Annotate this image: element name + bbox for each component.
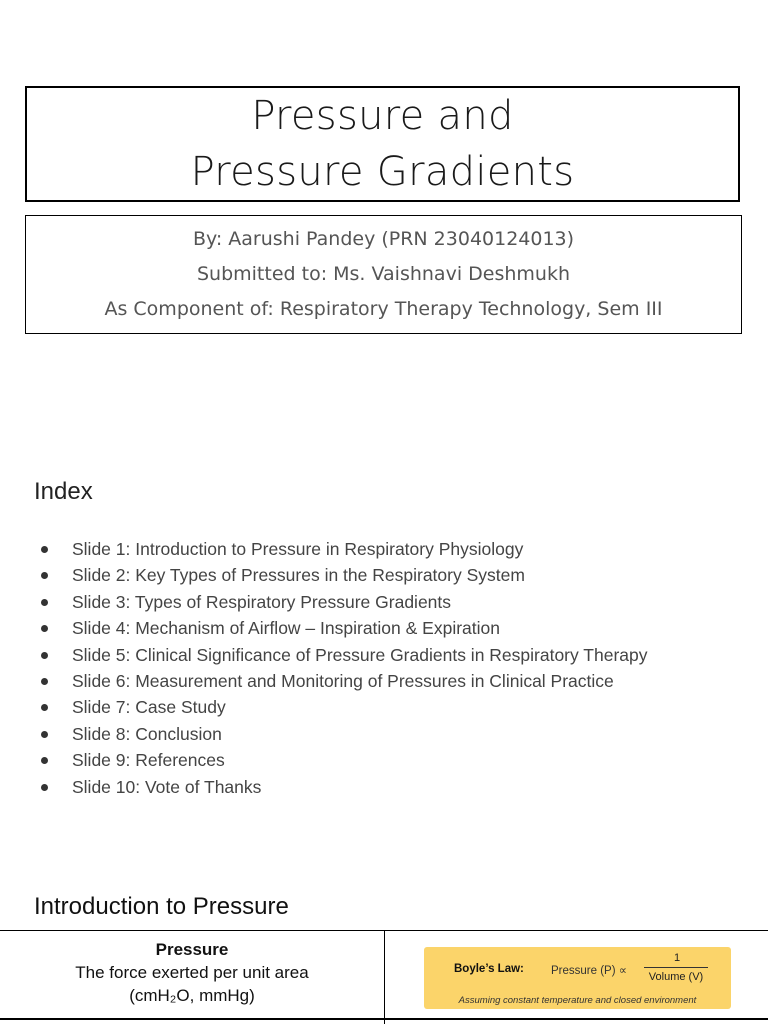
pressure-title: Pressure xyxy=(155,940,229,959)
list-item-text: Slide 5: Clinical Significance of Pressure Gradients in Respiratory Therapy xyxy=(72,644,648,665)
fraction-numerator: 1 xyxy=(673,952,681,964)
bullet-icon xyxy=(41,572,48,579)
pressure-cell xyxy=(0,931,385,1024)
list-item-text: Slide 8: Conclusion xyxy=(72,723,222,744)
boyle-law-box xyxy=(424,947,731,1009)
index-list xyxy=(36,536,648,800)
boyle-cell xyxy=(385,931,768,1024)
list-item-text: Slide 6: Measurement and Monitoring of Pressures in Clinical Practice xyxy=(72,671,614,692)
list-item xyxy=(36,774,648,800)
author-line: By: Aarushi Pandey (PRN 23040124013) xyxy=(192,228,575,250)
list-item xyxy=(36,642,648,668)
list-item-text: Slide 3: Types of Respiratory Pressure Gradients xyxy=(72,591,452,612)
list-item-text: Slide 9: References xyxy=(72,750,225,771)
bullet-icon xyxy=(41,625,48,632)
list-item xyxy=(36,747,648,773)
subtitle-box xyxy=(25,215,742,334)
list-item xyxy=(36,536,648,562)
list-item xyxy=(36,694,648,720)
bullet-icon xyxy=(41,704,48,711)
bullet-icon xyxy=(41,546,48,553)
component-line: As Component of: Respiratory Therapy Technology, Sem III xyxy=(104,298,663,320)
bullet-icon xyxy=(41,652,48,659)
bullet-icon xyxy=(41,757,48,764)
bullet-icon xyxy=(41,731,48,738)
list-item xyxy=(36,721,648,747)
list-item-text: Slide 7: Case Study xyxy=(72,697,226,718)
intro-heading: Introduction to Pressure xyxy=(34,893,289,920)
submitted-line: Submitted to: Ms. Vaishnavi Deshmukh xyxy=(196,263,570,285)
list-item-text: Slide 2: Key Types of Pressures in the Respiratory System xyxy=(72,565,525,586)
bullet-icon xyxy=(41,784,48,791)
list-item xyxy=(36,668,648,694)
title-line-2: Pressure Gradients xyxy=(190,149,575,195)
boyle-note: Assuming constant temperature and closed environment xyxy=(458,995,697,1006)
intro-table xyxy=(0,930,768,1024)
list-item-text: Slide 1: Introduction to Pressure in Respiratory Physiology xyxy=(72,539,524,559)
boyle-label: Boyle’s Law: xyxy=(454,963,524,975)
bullet-icon xyxy=(41,599,48,606)
title-box xyxy=(25,86,740,202)
pressure-units: (cmH₂O, mmHg) xyxy=(129,986,255,1005)
fraction-denominator: Volume (V) xyxy=(648,971,704,983)
fraction-bar xyxy=(644,967,708,968)
boyle-lhs: Pressure (P) ∝ xyxy=(551,965,627,977)
list-item xyxy=(36,615,648,641)
pressure-definition: The force exerted per unit area xyxy=(75,963,309,982)
list-item-text: Slide 10: Vote of Thanks xyxy=(72,776,262,797)
title-line-1: Pressure and xyxy=(251,93,514,139)
index-heading: Index xyxy=(34,478,93,505)
table-row-divider xyxy=(0,1018,768,1020)
list-item xyxy=(36,589,648,615)
list-item xyxy=(36,562,648,588)
bullet-icon xyxy=(41,678,48,685)
list-item-text: Slide 4: Mechanism of Airflow – Inspiration & Expiration xyxy=(72,618,500,639)
